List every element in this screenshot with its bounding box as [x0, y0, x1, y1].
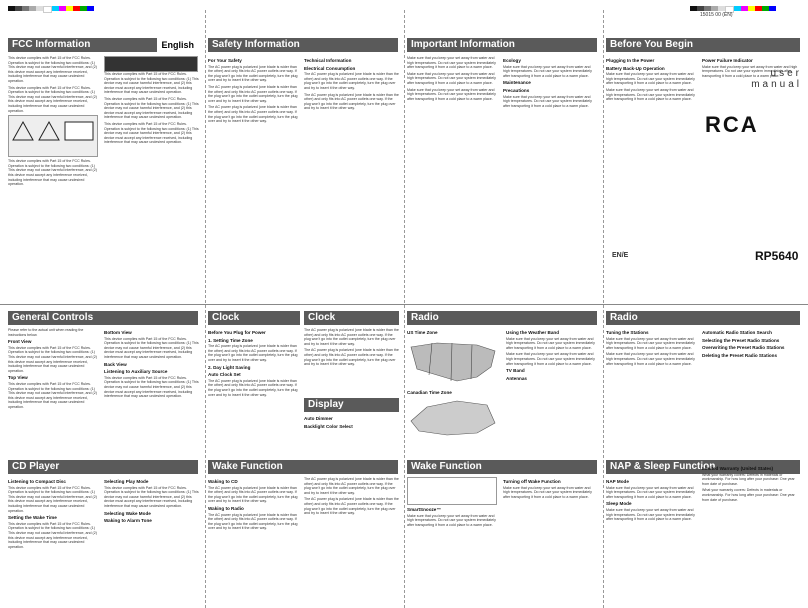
important-body: Make sure that you keep your set away from water and high temperatures. Do not use your system immediately after transporting it from a cold place to a warm place. [606, 72, 695, 86]
warranty-column: Limited Warranty (United States) What your warranty covers: Defects in materials or workmanship. For how long after your purchase: One year from date of purchase. What your warranty covers: Defects in materials or workmanship. For how long after your purchase: One year from date of purchase. [702, 464, 800, 602]
model-number: RP5640 [755, 249, 799, 263]
safety-column [208, 56, 300, 296]
canada-map-icon [407, 397, 499, 441]
wake-column: Waking to CD The AC power plug is polarized (one blade is wider than the other) and only fits into AC power outlets one way. If the plug won't go into the outlet completely, turn the plug over and try to insert it the other way. Waking to Radio The AC power plug is polarized (one blade is wider than the other) and only fits into AC power outlets one way. If the plug won't go into the outlet completely, turn the plug over and try to insert it the other way. [208, 479, 298, 531]
language-code: EN/E [612, 252, 629, 259]
wake2-column: SmartSnooze™ Make sure that you keep your set away from water and high temperatures. Do not use your system immediately after transporting it from a cold place to a warm place. [407, 477, 499, 601]
important-column [407, 56, 499, 296]
important-body: Make sure that you keep your set away from water and high temperatures. Do not use your system immediately after transporting it from a cold place to a warm place. [407, 71, 496, 85]
fcc-body: This device complies with Part 15 of the FCC Rules. Operation is subject to the following two conditions: (1) This device may not cause harmful interference, and (2) this device must accept any interference received, including interference that may cause undesired operation. [104, 72, 199, 95]
important-header [407, 38, 597, 52]
display-header: Display [304, 398, 399, 412]
fcc-column [8, 56, 100, 296]
general-header: General Controls [8, 311, 198, 325]
wake2-column-2: Turning off Wake Function Make sure that you keep your set away from water and high temperatures. Do not use your system immediately after transporting it from a cold place to a warm place. [503, 479, 592, 499]
canada-time-zone-label: Canadian Time Zone [407, 390, 452, 396]
digital-apparatus-box [104, 56, 198, 72]
horizontal-divider [0, 304, 808, 305]
important-body: Make sure that you keep your set away from water and high temperatures. Do not use your system immediately after transporting it from a cold place to a warm place. [407, 56, 496, 70]
fcc-column-2 [104, 56, 199, 296]
for-your-safety-heading: For Your Safety [208, 58, 242, 63]
language-tag: English [157, 38, 198, 52]
wake-header: Wake Function [208, 460, 398, 474]
doc-code: 15015 00 (EN) [700, 12, 733, 18]
radio2-column-2: Automatic Radio Station Search Selecting the Preset Radio Stations Overwriting the Preset Radio Stations Deleting the Preset Radio Stations [702, 330, 785, 358]
wake2-header: Wake Function [407, 460, 597, 474]
before-column [606, 56, 698, 236]
important-column-2 [503, 56, 598, 296]
fold-line [603, 10, 604, 608]
cd-column-2: Selecting Play Mode This device complies with Part 15 of the FCC Rules. Operation is subject to the following two conditions: (1) This device may not cause harmful interference, and (2) this device must accept any interference received, including interference that may cause undesired operation. Selecting Wake Mode Waking to Alarm Tone [104, 479, 199, 524]
rca-logo: RCA [705, 112, 759, 137]
general-column-2: Bottom View This device complies with Part 15 of the FCC Rules. Operation is subject to the following two conditions: (1) This device may not cause harmful interference, and (2) this device must accept any interference received, including interference that may cause undesired operation. Back View Listening to Auxiliary Source This device complies with Part 15 of the FCC Rules. Operation is subject to the following two conditions: (1) This device may not cause harmful interference, and (2) this device must accept any interference received, including interference that may cause undesired operation. [104, 330, 199, 399]
safety-body: The AC power plug is polarized (one blade is wider than the other) and only fits into AC power outlets one way. If the plug won't go into the outlet completely, turn the plug over and try to insert it the other way. [208, 64, 298, 83]
fcc-body: This device complies with Part 15 of the FCC Rules. Operation is subject to the following two conditions: (1) This device may not cause harmful interference, and (2) this device must accept any interference received, including interference that may cause undesired operation. [8, 159, 97, 187]
radio-header: Radio [407, 311, 597, 325]
cd-header: CD Player [8, 460, 198, 474]
precautions-heading: Precautions [503, 87, 530, 93]
warning-icon [9, 116, 97, 156]
radio2-header: Radio [606, 311, 800, 325]
important-body: Make sure that you keep your set away from water and high temperatures. Do not use your system immediately after transporting it from a cold place to a warm place. [407, 87, 496, 101]
safety-body: The AC power plug is polarized (one blade is wider than the other) and only fits into AC power outlets one way. If the plug won't go into the outlet completely, turn the plug over and try to insert it the other way. [304, 92, 399, 111]
clock-column-2: The AC power plug is polarized (one blade is wider than the other) and only fits into AC power outlets one way. If the plug won't go into the outlet completely, turn the plug over and try to insert it the other way. The AC power plug is polarized (one blade is wider than the other) and only fits into AC power outlets one way. If the plug won't go into the outlet completely, turn the plug over and try to insert it the other way. [304, 328, 399, 367]
fold-line [205, 10, 206, 608]
fold-line [404, 10, 405, 608]
fcc-body: This device complies with Part 15 of the FCC Rules. Operation is subject to the following two conditions: (1) This device may not cause harmful interference, and (2) this device must accept any interference received, including interference that may cause undesired operation. [104, 121, 199, 145]
radio2-column: Tuning the Stations Make sure that you keep your set away from water and high temperatures. Do not use your system immediately after transporting it from a cold place to a warm place. Make sure that you keep your set away from water and high temperatures. Do not use your system immediately after transporting it from a cold place to a warm place. [606, 330, 695, 366]
color-bar-left [8, 6, 94, 11]
safety-column-2 [304, 56, 399, 296]
caution-label-image [8, 115, 98, 157]
safety-body: The AC power plug is polarized (one blade is wider than the other) and only fits into AC power outlets one way. If the plug won't go into the outlet completely, turn the plug over and try to insert it the other way. [208, 105, 298, 124]
color-bar-right [690, 6, 776, 11]
tech-info-heading: Technical Information [304, 58, 352, 63]
safety-body: The AC power plug is polarized (one blade is wider than the other) and only fits into AC power outlets one way. If the plug won't go into the outlet completely, turn the plug over and try to insert it the other way. [208, 84, 298, 103]
fcc-body: This device complies with Part 15 of the FCC Rules. Operation is subject to the following two conditions: (1) This device may not cause harmful interference, and (2) this device must accept any interference received, including interference that may cause undesired operation. [8, 56, 97, 83]
before-title: Before You Begin [610, 39, 693, 50]
fcc-body: This device complies with Part 15 of the FCC Rules. Operation is subject to the following two conditions: (1) This device may not cause harmful interference, and (2) this device must accept any interference received, including interference that may cause undesired operation. [104, 96, 199, 120]
tip-box [407, 477, 497, 505]
important-body: Make sure that you keep your set away from water and high temperatures. Do not use your system immediately after transporting it from a cold place to a warm place. [606, 87, 695, 102]
us-time-zone-label: US Time Zone [407, 330, 438, 335]
display-column: Auto Dimmer Backlight Color Select [304, 416, 353, 429]
clock-column: Before You Plug for Power 1. Setting Time Zone The AC power plug is polarized (one blade is wider than the other) and only fits into AC power outlets one way. If the plug won't go into the outlet completely, turn the plug over and try to insert it the other way. 2. Day Light Saving Auto Clock Set The AC power plug is polarized (one blade is wider than the other) and only fits into AC power outlets one way. If the plug won't go into the outlet completely, turn the plug over and try to insert it the other way. [208, 330, 298, 397]
important-body: Make sure that you keep your set away from water and high temperatures. Do not use your system immediately after transporting it from a cold place to a warm place. [503, 94, 592, 108]
fcc-header [8, 38, 198, 52]
cd-column: Listening to Compact Disc This device complies with Part 15 of the FCC Rules. Operation is subject to the following two conditions: (1) This device may not cause harmful interference, and (2) this device must accept any interference received, including interference that may cause undesired operation. Setting the Wake Time This device complies with Part 15 of the FCC Rules. Operation is subject to the following two conditions: (1) This device may not cause harmful interference, and (2) this device must accept any interference received, including interference that may cause undesired operation. [8, 479, 97, 549]
important-body: Make sure that you keep your set away from water and high temperatures. Do not use your system immediately after transporting it from a cold place to a warm place. [503, 64, 592, 78]
radio-column: Using the Weather Band Make sure that you keep your set away from water and high temperatures. Do not use your system immediately after transporting it from a cold place to a warm place. Make sure that you keep your set away from water and high temperatures. Do not use your system immediately after transporting it from a cold place to a warm place. TV Band Antennas [506, 330, 595, 381]
clock-header: Clock [208, 311, 300, 325]
important-title: Important Information [411, 39, 515, 50]
safety-title: Safety Information [212, 39, 300, 50]
important-body: Make sure that you keep your set away from water and high temperatures. Do not use your system immediately after transporting it from a cold place to a warm place. [702, 64, 798, 78]
safety-header [208, 38, 398, 52]
us-map-icon [407, 337, 499, 387]
safety-body: The AC power plug is polarized (one blade is wider than the other) and only fits into AC power outlets one way. If the plug won't go into the outlet completely, turn the plug over and try to insert it the other way. [304, 72, 399, 90]
clock2-header: Clock [304, 311, 399, 325]
power-failure-heading: Power Failure Indicator [702, 58, 753, 63]
plug-in-heading: Plugging In the Power [606, 58, 655, 63]
map-region [407, 328, 502, 456]
battery-backup-heading: Battery Back-Up Operation [606, 65, 665, 71]
ecology-heading: Ecology [503, 58, 521, 63]
maintenance-heading: Maintenance [503, 80, 531, 86]
fcc-title: FCC Information [12, 39, 91, 50]
nap-header: NAP & Sleep Function [606, 460, 800, 474]
user-manual-label: user manual [751, 68, 802, 90]
warranty-heading: Limited Warranty (United States) [702, 466, 774, 471]
wake-column-2: The AC power plug is polarized (one blade is wider than the other) and only fits into AC power outlets one way. If the plug won't go into the outlet completely, turn the plug over and try to insert it the other way. The AC power plug is polarized (one blade is wider than the other) and only fits into AC power outlets one way. If the plug won't go into the outlet completely, turn the plug over and try to insert it the other way. [304, 477, 399, 516]
nap-column: NAP Mode Make sure that you keep your set away from water and high temperatures. Do not use your system immediately after transporting it from a cold place to a warm place. Sleep Mode Make sure that you keep your set away from water and high temperatures. Do not use your system immediately after transporting it from a cold place to a warm place. [606, 479, 695, 522]
before-header [606, 38, 800, 52]
general-column: Please refer to the actual unit when reading the instructions below. Front View This device complies with Part 15 of the FCC Rules. Operation is subject to the following two conditions: (1) This device may not cause harmful interference, and (2) this device must accept any interference received, including interference that may cause undesired operation. Top View This device complies with Part 15 of the FCC Rules. Operation is subject to the following two conditions: (1) This device may not cause harmful interference, and (2) this device must accept any interference received, including interference that may cause undesired operation. [8, 328, 97, 409]
elec-consumption-heading: Electrical Consumption [304, 65, 356, 71]
fcc-body: This device complies with Part 15 of the FCC Rules. Operation is subject to the following two conditions: (1) This device may not cause harmful interference, and (2) this device must accept any interference received, including interference that may cause undesired operation. [8, 85, 97, 113]
